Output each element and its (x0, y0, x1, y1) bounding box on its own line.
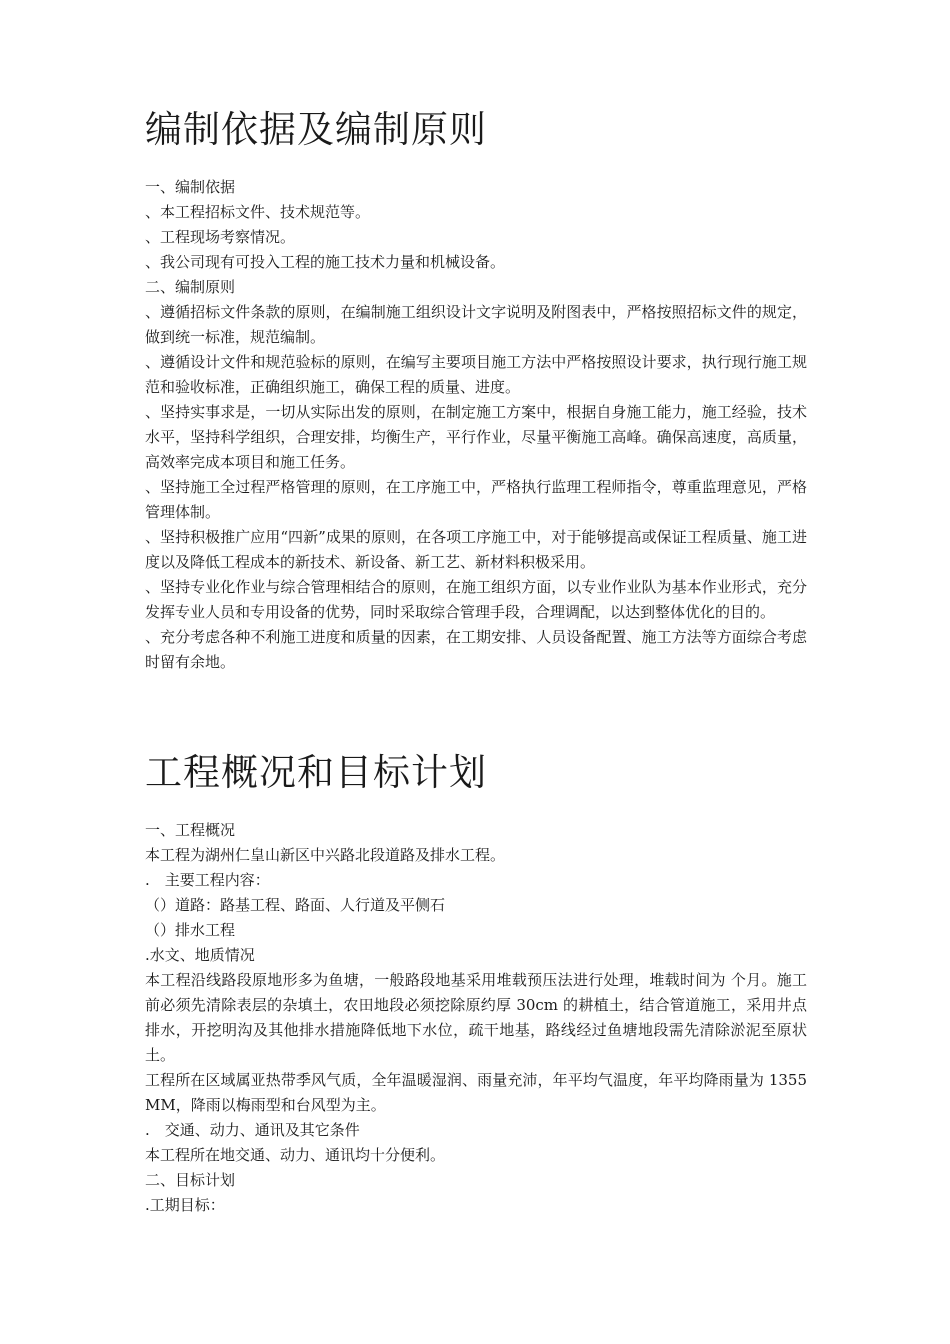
paragraph: 、我公司现有可投入工程的施工技术力量和机械设备。 (145, 253, 506, 271)
paragraph: 、遵循招标文件条款的原则，在编制施工组织设计文字说明及附图表中，严格按照招标文件的规定，做到统一标准，规范编制。 (145, 303, 807, 346)
section-body (145, 175, 807, 675)
paragraph: 一、工程概况 (145, 821, 236, 839)
paragraph: . 主要工程内容： (145, 871, 270, 889)
paragraph: （）道路：路基工程、路面、人行道及平侧石 (145, 896, 446, 914)
section-title: 编制依据及编制原则 (145, 108, 487, 151)
paragraph: 、坚持施工全过程严格管理的原则，在工序施工中，严格执行监理工程师指令，尊重监理意见，严格管理体制。 (145, 478, 807, 521)
paragraph: （）排水工程 (145, 921, 236, 939)
paragraph: 本工程为湖州仁皇山新区中兴路北段道路及排水工程。 (145, 846, 506, 864)
paragraph: 、工程现场考察情况。 (145, 228, 296, 246)
paragraph: 、充分考虑各种不利施工进度和质量的因素，在工期安排、人员设备配置、施工方法等方面综合考虑时留有余地。 (145, 628, 807, 671)
paragraph: 一、编制依据 (145, 178, 236, 196)
paragraph: 、遵循设计文件和规范验标的原则，在编写主要项目施工方法中严格按照设计要求，执行现行施工规范和验收标准，正确组织施工，确保工程的质量、进度。 (145, 353, 807, 396)
paragraph: 本工程所在地交通、动力、通讯均十分便利。 (145, 1146, 446, 1164)
paragraph: 、坚持专业化作业与综合管理相结合的原则，在施工组织方面，以专业作业队为基本作业形式，充分发挥专业人员和专用设备的优势，同时采取综合管理手段，合理调配，以达到整体优化的目的。 (145, 578, 807, 621)
paragraph: .工期目标： (145, 1196, 225, 1214)
section-body (145, 818, 807, 1218)
paragraph: 、坚持实事求是，一切从实际出发的原则，在制定施工方案中，根据自身施工能力，施工经验，技术水平，坚持科学组织，合理安排，均衡生产，平行作业，尽量平衡施工高峰。确保高速度，高质量，高效率完成本项目和施工任务。 (145, 403, 807, 471)
paragraph: 二、目标计划 (145, 1171, 236, 1189)
section-title: 工程概况和目标计划 (145, 751, 487, 794)
paragraph: . 交通、动力、通讯及其它条件 (145, 1121, 360, 1139)
paragraph: 、坚持积极推广应用“四新”成果的原则，在各项工序施工中，对于能够提高或保证工程质量、施工进度以及降低工程成本的新技术、新设备、新工艺、新材料积极采用。 (145, 528, 807, 571)
paragraph: 二、编制原则 (145, 278, 236, 296)
paragraph: 、本工程招标文件、技术规范等。 (145, 203, 371, 221)
paragraph: .水文、地质情况 (145, 946, 255, 964)
paragraph: 工程所在区域属亚热带季风气质，全年温暖湿润、雨量充沛，年平均气温度，年平均降雨量为 1355MM，降雨以梅雨型和台风型为主。 (145, 1071, 807, 1114)
paragraph: 本工程沿线路段原地形多为鱼塘，一般路段地基采用堆载预压法进行处理，堆载时间为 个月。施工前必须先清除表层的杂填土，农田地段必须挖除原约厚 30cm 的耕植土，结合管道施工，采用井点排水，开挖明沟及其他排水措施降低地下水位，疏干地基，路线经过鱼塘地段需先清除淤泥至原状土。 (145, 971, 807, 1064)
